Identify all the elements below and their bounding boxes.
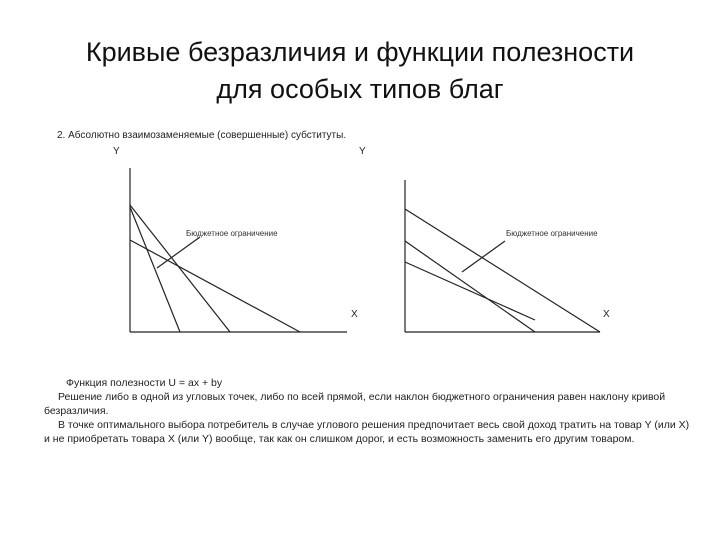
title-line-2: для особых типов благ	[216, 74, 504, 104]
right-indifference-curve-1	[405, 241, 535, 332]
left-indifference-curve-1	[130, 205, 230, 332]
right-x-axis-label: X	[603, 309, 610, 320]
left-y-axis-label: Y	[113, 146, 120, 157]
right-budget-label: Бюджетное ограничение	[506, 229, 598, 238]
left-indifference-curve-2	[130, 240, 300, 332]
left-budget-pointer	[157, 237, 200, 268]
right-budget-line	[405, 209, 600, 332]
right-indifference-curve-2	[405, 262, 535, 320]
subtitle: 2. Абсолютно взаимозаменяемые (совершенные) субституты.	[57, 130, 347, 141]
right-y-axis-label: Y	[359, 146, 366, 157]
title-line-1: Кривые безразличия и функции полезности	[85, 37, 635, 67]
left-budget-line	[130, 207, 180, 332]
right-graph	[405, 180, 600, 332]
explanation-text: В точке оптимального выбора потребитель в случае углового решения предпочитает весь свой доход тратить на товар Y (или X) и не приобретать товара X (или Y) вообще, так как он слишком дорог, и есть возможность заменить его другим товаром.	[44, 419, 690, 445]
utility-function-text: Функция полезности U = ax + by	[66, 377, 223, 389]
left-x-axis-label: X	[351, 309, 358, 320]
left-graph	[130, 168, 347, 332]
body-text	[44, 376, 694, 446]
solution-text: Решение либо в одной из угловых точек, либо по всей прямой, если наклон бюджетного ограничения равен наклону кривой безразличия.	[44, 391, 666, 417]
left-budget-label: Бюджетное ограничение	[186, 229, 278, 238]
